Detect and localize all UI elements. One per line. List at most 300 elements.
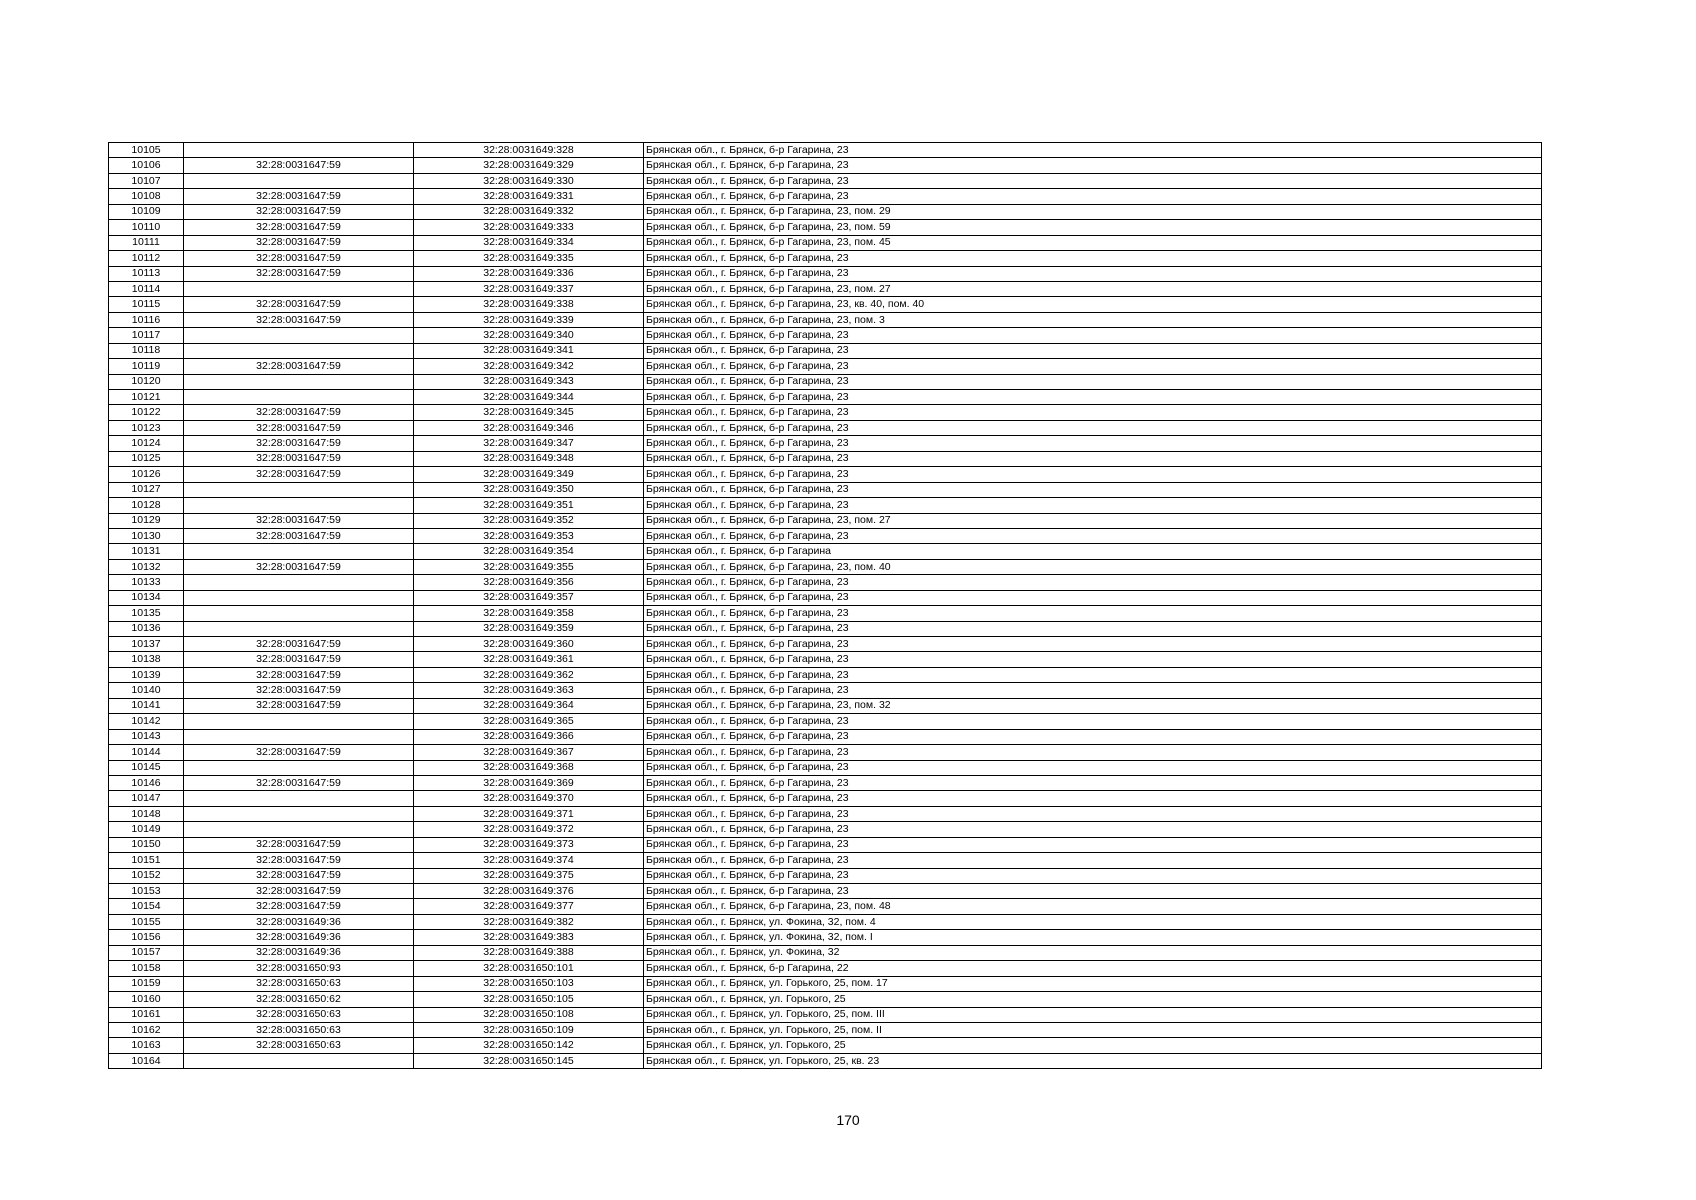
parent-cadastral-number-cell: 32:28:0031647:59: [184, 884, 414, 899]
parent-cadastral-number-cell: [184, 760, 414, 775]
cadastral-number-cell: 32:28:0031650:103: [414, 976, 644, 991]
cadastral-number-cell: 32:28:0031650:101: [414, 961, 644, 976]
cadastral-number-cell: 32:28:0031649:352: [414, 513, 644, 528]
parent-cadastral-number-cell: 32:28:0031647:59: [184, 513, 414, 528]
cadastral-number-cell: 32:28:0031649:361: [414, 652, 644, 667]
row-number-cell: 10108: [109, 189, 184, 204]
row-number-cell: 10107: [109, 173, 184, 188]
table-row: [109, 1053, 1542, 1068]
row-number-cell: 10119: [109, 359, 184, 374]
cadastral-number-cell: 32:28:0031649:342: [414, 359, 644, 374]
address-cell: Брянская обл., г. Брянск, б-р Гагарина, 22: [644, 961, 1542, 976]
parent-cadastral-number-cell: [184, 374, 414, 389]
table-row: [109, 683, 1542, 698]
row-number-cell: 10150: [109, 837, 184, 852]
cadastral-number-cell: 32:28:0031649:334: [414, 235, 644, 250]
parent-cadastral-number-cell: [184, 791, 414, 806]
row-number-cell: 10161: [109, 1007, 184, 1022]
cadastral-number-cell: 32:28:0031649:351: [414, 498, 644, 513]
address-cell: Брянская обл., г. Брянск, б-р Гагарина, 23: [644, 328, 1542, 343]
row-number-cell: 10153: [109, 884, 184, 899]
row-number-cell: 10142: [109, 714, 184, 729]
table-row: [109, 637, 1542, 652]
address-cell: Брянская обл., г. Брянск, б-р Гагарина, 23, пом. 40: [644, 559, 1542, 574]
table-row: [109, 482, 1542, 497]
row-number-cell: 10157: [109, 945, 184, 960]
row-number-cell: 10144: [109, 745, 184, 760]
address-cell: Брянская обл., г. Брянск, б-р Гагарина, 23: [644, 714, 1542, 729]
table-row: [109, 822, 1542, 837]
cadastral-number-cell: 32:28:0031649:333: [414, 220, 644, 235]
parent-cadastral-number-cell: [184, 173, 414, 188]
parent-cadastral-number-cell: 32:28:0031647:59: [184, 652, 414, 667]
cadastral-number-cell: 32:28:0031649:382: [414, 914, 644, 929]
parent-cadastral-number-cell: [184, 498, 414, 513]
table-row: [109, 837, 1542, 852]
table-row: [109, 297, 1542, 312]
parent-cadastral-number-cell: 32:28:0031647:59: [184, 853, 414, 868]
row-number-cell: 10152: [109, 868, 184, 883]
row-number-cell: 10128: [109, 498, 184, 513]
row-number-cell: 10124: [109, 436, 184, 451]
table-row: [109, 173, 1542, 188]
address-cell: Брянская обл., г. Брянск, б-р Гагарина, 23, пом. 3: [644, 312, 1542, 327]
address-cell: Брянская обл., г. Брянск, б-р Гагарина, 23: [644, 528, 1542, 543]
table-row: [109, 158, 1542, 173]
parent-cadastral-number-cell: 32:28:0031647:59: [184, 405, 414, 420]
row-number-cell: 10109: [109, 204, 184, 219]
parent-cadastral-number-cell: 32:28:0031647:59: [184, 204, 414, 219]
table-row: [109, 729, 1542, 744]
parent-cadastral-number-cell: [184, 606, 414, 621]
address-cell: Брянская обл., г. Брянск, б-р Гагарина, 23: [644, 884, 1542, 899]
cadastral-number-cell: 32:28:0031649:348: [414, 451, 644, 466]
parent-cadastral-number-cell: [184, 575, 414, 590]
row-number-cell: 10127: [109, 482, 184, 497]
address-cell: Брянская обл., г. Брянск, б-р Гагарина, 23: [644, 436, 1542, 451]
table-row: [109, 1007, 1542, 1022]
row-number-cell: 10132: [109, 559, 184, 574]
table-row: [109, 528, 1542, 543]
cadastral-number-cell: 32:28:0031649:339: [414, 312, 644, 327]
address-cell: Брянская обл., г. Брянск, б-р Гагарина, 23: [644, 652, 1542, 667]
cadastral-table: [108, 142, 1542, 1069]
address-cell: Брянская обл., г. Брянск, б-р Гагарина, 23: [644, 173, 1542, 188]
parent-cadastral-number-cell: [184, 822, 414, 837]
row-number-cell: 10151: [109, 853, 184, 868]
cadastral-number-cell: 32:28:0031649:363: [414, 683, 644, 698]
row-number-cell: 10110: [109, 220, 184, 235]
parent-cadastral-number-cell: 32:28:0031650:62: [184, 992, 414, 1007]
parent-cadastral-number-cell: 32:28:0031649:36: [184, 945, 414, 960]
row-number-cell: 10120: [109, 374, 184, 389]
cadastral-number-cell: 32:28:0031649:346: [414, 420, 644, 435]
table-row: [109, 513, 1542, 528]
table-row: [109, 775, 1542, 790]
parent-cadastral-number-cell: 32:28:0031647:59: [184, 420, 414, 435]
cadastral-number-cell: 32:28:0031649:347: [414, 436, 644, 451]
address-cell: Брянская обл., г. Брянск, б-р Гагарина, 23: [644, 143, 1542, 158]
address-cell: Брянская обл., г. Брянск, б-р Гагарина, 23: [644, 590, 1542, 605]
row-number-cell: 10139: [109, 667, 184, 682]
table-row: [109, 899, 1542, 914]
cadastral-number-cell: 32:28:0031649:388: [414, 945, 644, 960]
cadastral-number-cell: 32:28:0031649:329: [414, 158, 644, 173]
address-cell: Брянская обл., г. Брянск, б-р Гагарина, 23: [644, 251, 1542, 266]
address-cell: Брянская обл., г. Брянск, б-р Гагарина, 23: [644, 359, 1542, 374]
parent-cadastral-number-cell: [184, 714, 414, 729]
parent-cadastral-number-cell: 32:28:0031647:59: [184, 189, 414, 204]
parent-cadastral-number-cell: [184, 390, 414, 405]
row-number-cell: 10158: [109, 961, 184, 976]
cadastral-number-cell: 32:28:0031649:345: [414, 405, 644, 420]
address-cell: Брянская обл., г. Брянск, б-р Гагарина, 23, пом. 29: [644, 204, 1542, 219]
parent-cadastral-number-cell: 32:28:0031647:59: [184, 775, 414, 790]
table-row: [109, 745, 1542, 760]
address-cell: Брянская обл., г. Брянск, ул. Горького, 25: [644, 992, 1542, 1007]
table-row: [109, 405, 1542, 420]
parent-cadastral-number-cell: 32:28:0031647:59: [184, 251, 414, 266]
parent-cadastral-number-cell: 32:28:0031647:59: [184, 451, 414, 466]
address-cell: Брянская обл., г. Брянск, б-р Гагарина, 23: [644, 467, 1542, 482]
page-number: 170: [836, 1112, 860, 1128]
parent-cadastral-number-cell: 32:28:0031647:59: [184, 220, 414, 235]
cadastral-number-cell: 32:28:0031649:377: [414, 899, 644, 914]
parent-cadastral-number-cell: 32:28:0031647:59: [184, 698, 414, 713]
address-cell: Брянская обл., г. Брянск, б-р Гагарина, 23, пом. 59: [644, 220, 1542, 235]
cadastral-number-cell: 32:28:0031650:142: [414, 1038, 644, 1053]
address-cell: Брянская обл., г. Брянск, б-р Гагарина, 23, кв. 40, пом. 40: [644, 297, 1542, 312]
row-number-cell: 10155: [109, 914, 184, 929]
parent-cadastral-number-cell: [184, 729, 414, 744]
table-row: [109, 667, 1542, 682]
address-cell: Брянская обл., г. Брянск, б-р Гагарина, 23: [644, 606, 1542, 621]
address-cell: Брянская обл., г. Брянск, б-р Гагарина, 23: [644, 729, 1542, 744]
address-cell: Брянская обл., г. Брянск, ул. Фокина, 32: [644, 945, 1542, 960]
address-cell: Брянская обл., г. Брянск, ул. Горького, 25, пом. 17: [644, 976, 1542, 991]
parent-cadastral-number-cell: [184, 544, 414, 559]
address-cell: Брянская обл., г. Брянск, б-р Гагарина, 23: [644, 266, 1542, 281]
address-cell: Брянская обл., г. Брянск, б-р Гагарина, 23: [644, 637, 1542, 652]
table-row: [109, 251, 1542, 266]
row-number-cell: 10141: [109, 698, 184, 713]
table-row: [109, 266, 1542, 281]
address-cell: Брянская обл., г. Брянск, ул. Горького, 25, пом. III: [644, 1007, 1542, 1022]
address-cell: Брянская обл., г. Брянск, б-р Гагарина, 23: [644, 745, 1542, 760]
table-row: [109, 451, 1542, 466]
address-cell: Брянская обл., г. Брянск, б-р Гагарина, 23: [644, 621, 1542, 636]
row-number-cell: 10146: [109, 775, 184, 790]
table-row: [109, 652, 1542, 667]
table-row: [109, 498, 1542, 513]
table-row: [109, 868, 1542, 883]
row-number-cell: 10115: [109, 297, 184, 312]
cadastral-number-cell: 32:28:0031649:340: [414, 328, 644, 343]
cadastral-number-cell: 32:28:0031649:337: [414, 281, 644, 296]
cadastral-number-cell: 32:28:0031650:109: [414, 1022, 644, 1037]
table-row: [109, 714, 1542, 729]
address-cell: Брянская обл., г. Брянск, б-р Гагарина, 23: [644, 420, 1542, 435]
table-row: [109, 961, 1542, 976]
parent-cadastral-number-cell: 32:28:0031649:36: [184, 930, 414, 945]
table-body: [109, 143, 1542, 1069]
cadastral-number-cell: 32:28:0031649:369: [414, 775, 644, 790]
cadastral-number-cell: 32:28:0031649:338: [414, 297, 644, 312]
row-number-cell: 10134: [109, 590, 184, 605]
row-number-cell: 10154: [109, 899, 184, 914]
table-row: [109, 884, 1542, 899]
cadastral-number-cell: 32:28:0031649:332: [414, 204, 644, 219]
address-cell: Брянская обл., г. Брянск, б-р Гагарина, 23: [644, 189, 1542, 204]
address-cell: Брянская обл., г. Брянск, б-р Гагарина, 23: [644, 158, 1542, 173]
row-number-cell: 10137: [109, 637, 184, 652]
parent-cadastral-number-cell: [184, 806, 414, 821]
parent-cadastral-number-cell: [184, 343, 414, 358]
table-row: [109, 791, 1542, 806]
address-cell: Брянская обл., г. Брянск, б-р Гагарина, 23: [644, 791, 1542, 806]
cadastral-number-cell: 32:28:0031649:371: [414, 806, 644, 821]
table-row: [109, 281, 1542, 296]
table-row: [109, 559, 1542, 574]
cadastral-number-cell: 32:28:0031649:336: [414, 266, 644, 281]
parent-cadastral-number-cell: [184, 590, 414, 605]
address-cell: Брянская обл., г. Брянск, б-р Гагарина, 23: [644, 451, 1542, 466]
table-row: [109, 976, 1542, 991]
table-row: [109, 189, 1542, 204]
table-row: [109, 544, 1542, 559]
parent-cadastral-number-cell: 32:28:0031647:59: [184, 359, 414, 374]
address-cell: Брянская обл., г. Брянск, б-р Гагарина, 23: [644, 482, 1542, 497]
parent-cadastral-number-cell: 32:28:0031647:59: [184, 266, 414, 281]
cadastral-number-cell: 32:28:0031649:355: [414, 559, 644, 574]
cadastral-number-cell: 32:28:0031649:366: [414, 729, 644, 744]
row-number-cell: 10160: [109, 992, 184, 1007]
row-number-cell: 10117: [109, 328, 184, 343]
address-cell: Брянская обл., г. Брянск, б-р Гагарина, 23: [644, 760, 1542, 775]
address-cell: Брянская обл., г. Брянск, б-р Гагарина, 23, пом. 45: [644, 235, 1542, 250]
row-number-cell: 10133: [109, 575, 184, 590]
address-cell: Брянская обл., г. Брянск, б-р Гагарина, 23: [644, 390, 1542, 405]
table-row: [109, 143, 1542, 158]
row-number-cell: 10125: [109, 451, 184, 466]
table-row: [109, 760, 1542, 775]
parent-cadastral-number-cell: 32:28:0031647:59: [184, 528, 414, 543]
table-row: [109, 436, 1542, 451]
address-cell: Брянская обл., г. Брянск, б-р Гагарина, 23, пом. 27: [644, 281, 1542, 296]
row-number-cell: 10164: [109, 1053, 184, 1068]
parent-cadastral-number-cell: 32:28:0031647:59: [184, 559, 414, 574]
cadastral-number-cell: 32:28:0031649:349: [414, 467, 644, 482]
table-row: [109, 1038, 1542, 1053]
address-cell: Брянская обл., г. Брянск, б-р Гагарина, 23, пом. 27: [644, 513, 1542, 528]
parent-cadastral-number-cell: 32:28:0031647:59: [184, 683, 414, 698]
parent-cadastral-number-cell: [184, 482, 414, 497]
cadastral-number-cell: 32:28:0031649:360: [414, 637, 644, 652]
row-number-cell: 10163: [109, 1038, 184, 1053]
row-number-cell: 10106: [109, 158, 184, 173]
address-cell: Брянская обл., г. Брянск, б-р Гагарина, 23: [644, 853, 1542, 868]
table-row: [109, 390, 1542, 405]
cadastral-number-cell: 32:28:0031649:341: [414, 343, 644, 358]
table-row: [109, 698, 1542, 713]
address-cell: Брянская обл., г. Брянск, б-р Гагарина, 23: [644, 775, 1542, 790]
cadastral-number-cell: 32:28:0031649:376: [414, 884, 644, 899]
address-cell: Брянская обл., г. Брянск, б-р Гагарина, 23: [644, 837, 1542, 852]
parent-cadastral-number-cell: 32:28:0031647:59: [184, 158, 414, 173]
table-row: [109, 914, 1542, 929]
table-row: [109, 945, 1542, 960]
parent-cadastral-number-cell: [184, 281, 414, 296]
address-cell: Брянская обл., г. Брянск, б-р Гагарина, 23, пом. 32: [644, 698, 1542, 713]
cadastral-number-cell: 32:28:0031649:335: [414, 251, 644, 266]
document-page: [108, 142, 1541, 1069]
row-number-cell: 10156: [109, 930, 184, 945]
row-number-cell: 10130: [109, 528, 184, 543]
row-number-cell: 10123: [109, 420, 184, 435]
table-row: [109, 621, 1542, 636]
parent-cadastral-number-cell: 32:28:0031650:63: [184, 976, 414, 991]
address-cell: Брянская обл., г. Брянск, б-р Гагарина, 23: [644, 822, 1542, 837]
cadastral-number-cell: 32:28:0031650:108: [414, 1007, 644, 1022]
address-cell: Брянская обл., г. Брянск, ул. Горького, 25, пом. II: [644, 1022, 1542, 1037]
table-row: [109, 420, 1542, 435]
cadastral-number-cell: 32:28:0031649:373: [414, 837, 644, 852]
cadastral-number-cell: 32:28:0031649:375: [414, 868, 644, 883]
cadastral-number-cell: 32:28:0031649:354: [414, 544, 644, 559]
table-row: [109, 575, 1542, 590]
parent-cadastral-number-cell: [184, 1053, 414, 1068]
cadastral-number-cell: 32:28:0031649:374: [414, 853, 644, 868]
address-cell: Брянская обл., г. Брянск, ул. Фокина, 32, пом. 4: [644, 914, 1542, 929]
row-number-cell: 10148: [109, 806, 184, 821]
parent-cadastral-number-cell: [184, 328, 414, 343]
address-cell: Брянская обл., г. Брянск, б-р Гагарина, 23: [644, 374, 1542, 389]
table-row: [109, 1022, 1542, 1037]
table-row: [109, 343, 1542, 358]
row-number-cell: 10126: [109, 467, 184, 482]
row-number-cell: 10138: [109, 652, 184, 667]
address-cell: Брянская обл., г. Брянск, б-р Гагарина, 23: [644, 405, 1542, 420]
row-number-cell: 10143: [109, 729, 184, 744]
parent-cadastral-number-cell: 32:28:0031647:59: [184, 667, 414, 682]
row-number-cell: 10159: [109, 976, 184, 991]
table-row: [109, 590, 1542, 605]
parent-cadastral-number-cell: 32:28:0031647:59: [184, 868, 414, 883]
row-number-cell: 10149: [109, 822, 184, 837]
cadastral-number-cell: 32:28:0031649:344: [414, 390, 644, 405]
row-number-cell: 10116: [109, 312, 184, 327]
address-cell: Брянская обл., г. Брянск, б-р Гагарина, 23: [644, 667, 1542, 682]
parent-cadastral-number-cell: 32:28:0031650:63: [184, 1022, 414, 1037]
cadastral-number-cell: 32:28:0031649:364: [414, 698, 644, 713]
row-number-cell: 10105: [109, 143, 184, 158]
cadastral-number-cell: 32:28:0031649:328: [414, 143, 644, 158]
cadastral-number-cell: 32:28:0031649:362: [414, 667, 644, 682]
parent-cadastral-number-cell: 32:28:0031647:59: [184, 297, 414, 312]
address-cell: Брянская обл., г. Брянск, б-р Гагарина, 23: [644, 498, 1542, 513]
cadastral-number-cell: 32:28:0031649:365: [414, 714, 644, 729]
table-row: [109, 328, 1542, 343]
cadastral-number-cell: 32:28:0031649:330: [414, 173, 644, 188]
table-row: [109, 220, 1542, 235]
cadastral-number-cell: 32:28:0031649:358: [414, 606, 644, 621]
table-row: [109, 606, 1542, 621]
parent-cadastral-number-cell: [184, 143, 414, 158]
row-number-cell: 10111: [109, 235, 184, 250]
row-number-cell: 10121: [109, 390, 184, 405]
row-number-cell: 10136: [109, 621, 184, 636]
table-row: [109, 992, 1542, 1007]
row-number-cell: 10113: [109, 266, 184, 281]
parent-cadastral-number-cell: 32:28:0031647:59: [184, 899, 414, 914]
cadastral-number-cell: 32:28:0031649:357: [414, 590, 644, 605]
address-cell: Брянская обл., г. Брянск, б-р Гагарина: [644, 544, 1542, 559]
cadastral-number-cell: 32:28:0031650:105: [414, 992, 644, 1007]
parent-cadastral-number-cell: 32:28:0031650:63: [184, 1007, 414, 1022]
cadastral-number-cell: 32:28:0031649:367: [414, 745, 644, 760]
table-row: [109, 467, 1542, 482]
address-cell: Брянская обл., г. Брянск, ул. Фокина, 32, пом. I: [644, 930, 1542, 945]
row-number-cell: 10129: [109, 513, 184, 528]
address-cell: Брянская обл., г. Брянск, б-р Гагарина, 23: [644, 575, 1542, 590]
row-number-cell: 10135: [109, 606, 184, 621]
row-number-cell: 10145: [109, 760, 184, 775]
address-cell: Брянская обл., г. Брянск, б-р Гагарина, 23: [644, 683, 1542, 698]
address-cell: Брянская обл., г. Брянск, б-р Гагарина, 23: [644, 806, 1542, 821]
parent-cadastral-number-cell: 32:28:0031647:59: [184, 235, 414, 250]
address-cell: Брянская обл., г. Брянск, б-р Гагарина, 23, пом. 48: [644, 899, 1542, 914]
cadastral-number-cell: 32:28:0031649:353: [414, 528, 644, 543]
parent-cadastral-number-cell: 32:28:0031650:63: [184, 1038, 414, 1053]
parent-cadastral-number-cell: [184, 621, 414, 636]
parent-cadastral-number-cell: 32:28:0031650:93: [184, 961, 414, 976]
row-number-cell: 10122: [109, 405, 184, 420]
table-row: [109, 235, 1542, 250]
address-cell: Брянская обл., г. Брянск, б-р Гагарина, 23: [644, 343, 1542, 358]
parent-cadastral-number-cell: 32:28:0031647:59: [184, 467, 414, 482]
parent-cadastral-number-cell: 32:28:0031647:59: [184, 745, 414, 760]
row-number-cell: 10118: [109, 343, 184, 358]
row-number-cell: 10162: [109, 1022, 184, 1037]
parent-cadastral-number-cell: 32:28:0031647:59: [184, 637, 414, 652]
cadastral-number-cell: 32:28:0031649:343: [414, 374, 644, 389]
table-row: [109, 374, 1542, 389]
cadastral-number-cell: 32:28:0031649:350: [414, 482, 644, 497]
address-cell: Брянская обл., г. Брянск, б-р Гагарина, 23: [644, 868, 1542, 883]
table-row: [109, 359, 1542, 374]
row-number-cell: 10147: [109, 791, 184, 806]
address-cell: Брянская обл., г. Брянск, ул. Горького, 25, кв. 23: [644, 1053, 1542, 1068]
parent-cadastral-number-cell: 32:28:0031647:59: [184, 312, 414, 327]
cadastral-number-cell: 32:28:0031649:331: [414, 189, 644, 204]
row-number-cell: 10114: [109, 281, 184, 296]
cadastral-number-cell: 32:28:0031649:370: [414, 791, 644, 806]
table-row: [109, 806, 1542, 821]
table-row: [109, 853, 1542, 868]
cadastral-number-cell: 32:28:0031649:359: [414, 621, 644, 636]
cadastral-number-cell: 32:28:0031649:368: [414, 760, 644, 775]
table-row: [109, 204, 1542, 219]
parent-cadastral-number-cell: 32:28:0031647:59: [184, 837, 414, 852]
cadastral-number-cell: 32:28:0031649:372: [414, 822, 644, 837]
table-row: [109, 312, 1542, 327]
row-number-cell: 10112: [109, 251, 184, 266]
cadastral-number-cell: 32:28:0031649:356: [414, 575, 644, 590]
row-number-cell: 10131: [109, 544, 184, 559]
parent-cadastral-number-cell: 32:28:0031649:36: [184, 914, 414, 929]
cadastral-number-cell: 32:28:0031649:383: [414, 930, 644, 945]
row-number-cell: 10140: [109, 683, 184, 698]
